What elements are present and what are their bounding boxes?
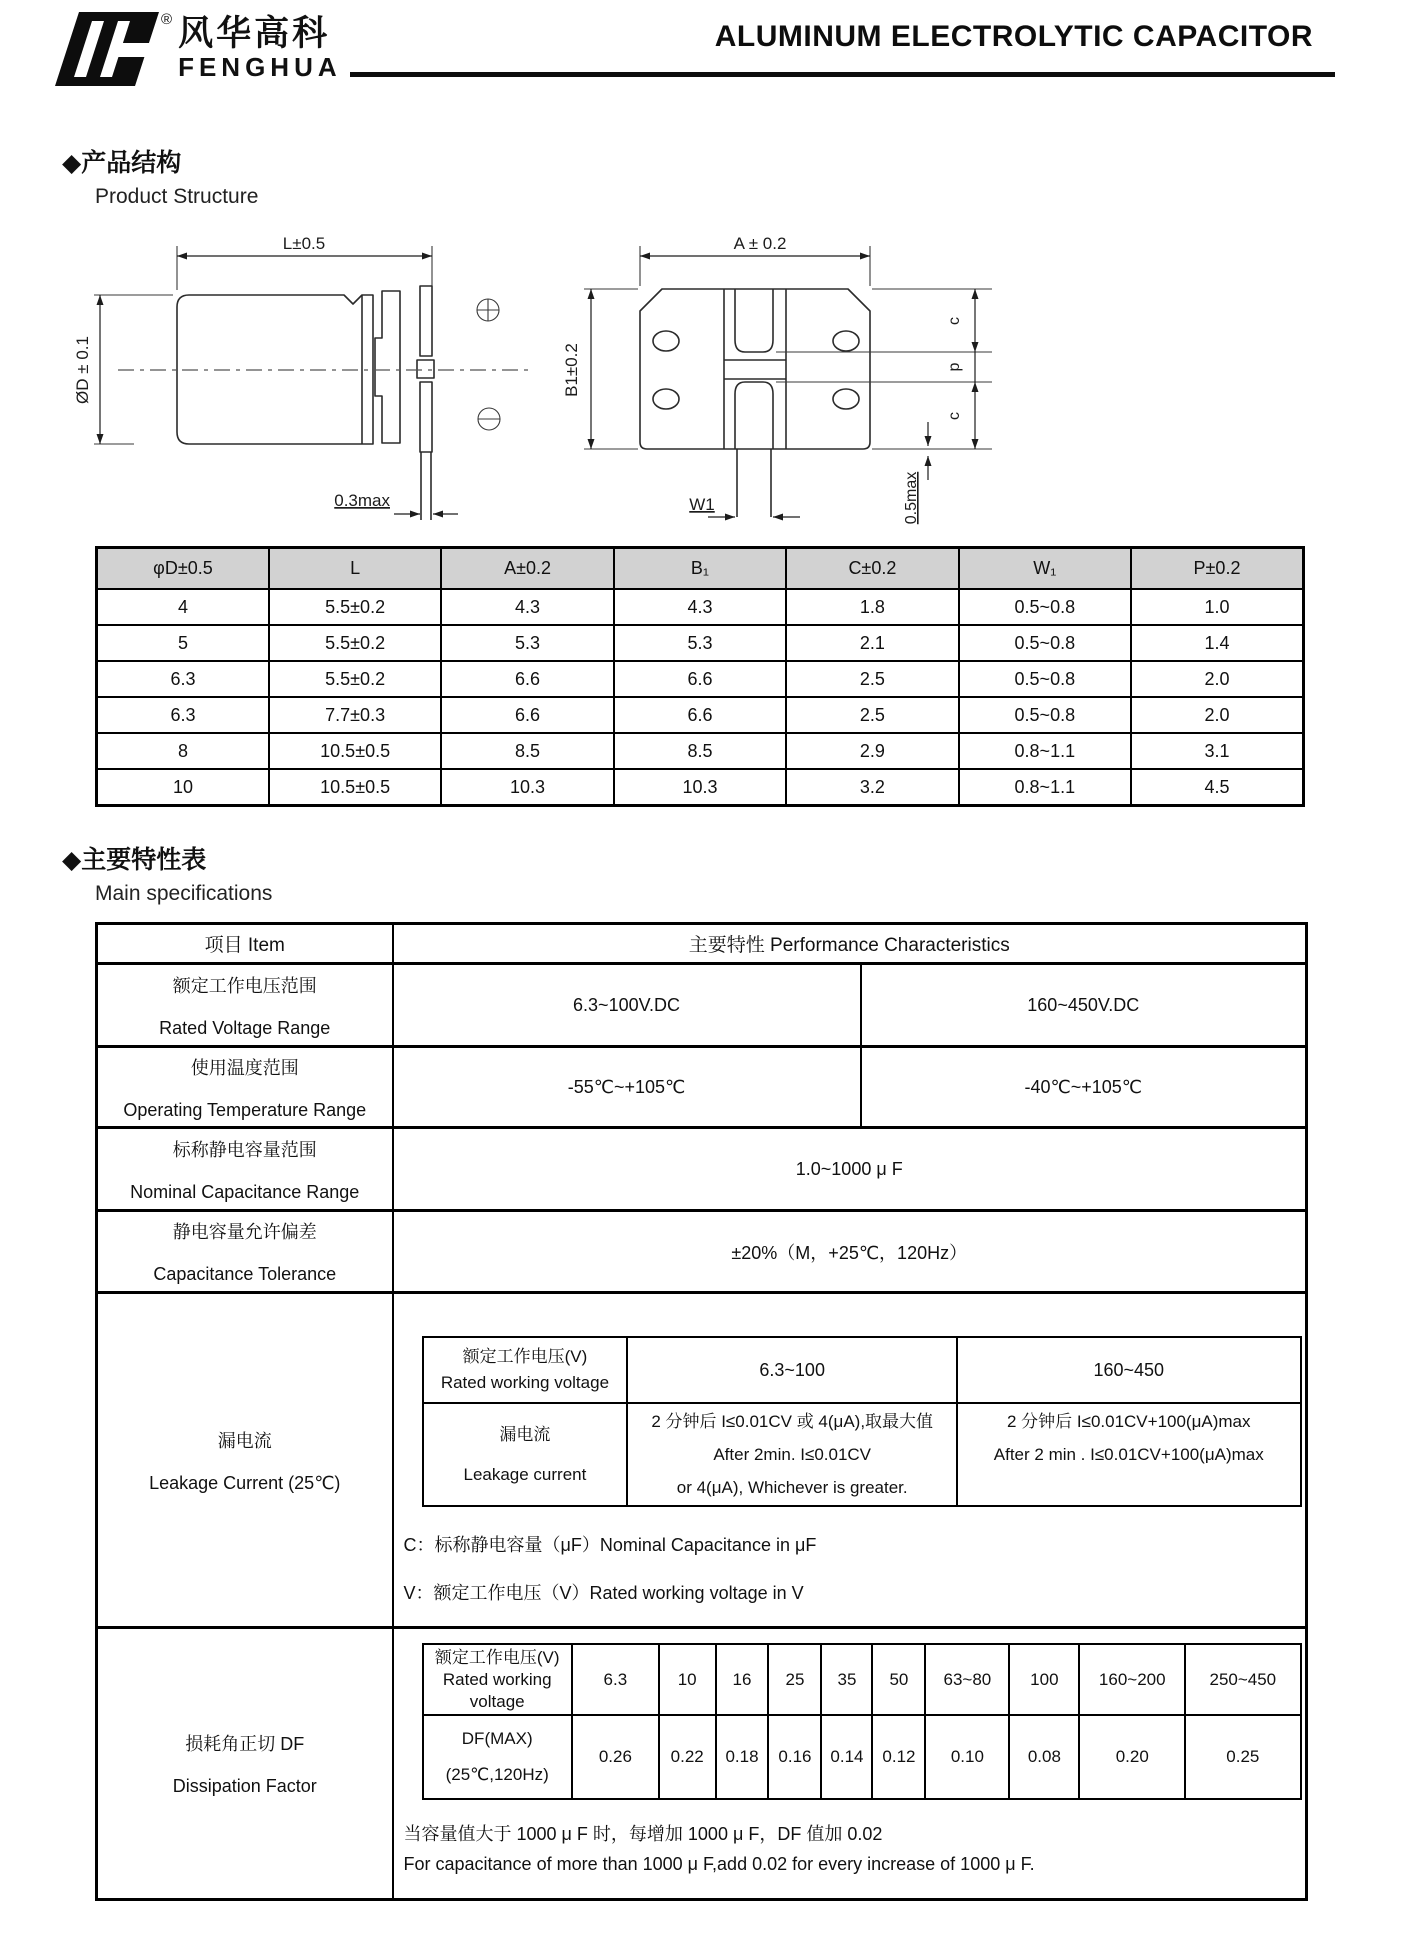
df-row-label-line: (25℃,120Hz): [445, 1765, 549, 1784]
dim-label-D: ØD ± 0.1: [73, 336, 92, 404]
rated-voltage-low: 6.3~100V.DC: [393, 964, 861, 1047]
leakage-spec-line: After 2min. I≤0.01CV: [713, 1445, 872, 1464]
dim-label-standoff: 0.5max: [903, 471, 920, 525]
df-value-cell: 0.08: [1009, 1715, 1079, 1799]
dim-table-row: [97, 769, 1304, 806]
registered-mark: ®: [161, 11, 173, 28]
df-voltage-cell: 250~450: [1185, 1644, 1300, 1715]
dim-table-cell: 8.5: [441, 733, 613, 769]
leakage-voltage-header-en: Rated working voltage: [440, 1373, 610, 1392]
leakage-spec-high: [957, 1403, 1300, 1506]
dim-table-row: [97, 589, 1304, 625]
header-rule: [350, 72, 1335, 77]
dim-table-cell: 8.5: [614, 733, 786, 769]
spec-header-row: [97, 924, 1307, 964]
dim-table-header-cell: W₁: [959, 548, 1131, 590]
df-voltage-cell: 63~80: [925, 1644, 1009, 1715]
dim-table-cell: 8: [97, 733, 269, 769]
leakage-col-high: 160~450: [957, 1337, 1300, 1403]
temperature-label-zh: 使用温度范围: [190, 1057, 299, 1078]
leakage-inner-table: [422, 1336, 1302, 1507]
product-structure-drawing: [60, 190, 1070, 540]
leakage-spec-line: or 4(μA), Whichever is greater.: [676, 1478, 908, 1497]
spec-row-capacitance-range: [97, 1128, 1307, 1211]
leakage-spec-line: 2 分钟后 I≤0.01CV+100(μA)max: [1006, 1412, 1251, 1431]
df-value-row: [423, 1715, 1301, 1799]
tolerance-label-en: Capacitance Tolerance: [153, 1264, 337, 1284]
df-value-cell: 0.16: [768, 1715, 821, 1799]
dim-table-cell: 10.3: [441, 769, 613, 806]
dim-table-cell: 4.3: [614, 589, 786, 625]
dim-table-cell: 6.3: [97, 661, 269, 697]
dim-label-L: L±0.5: [282, 234, 326, 253]
dim-table-row: [97, 625, 1304, 661]
df-value-cell: 0.22: [659, 1715, 716, 1799]
df-voltage-cell: 6.3: [572, 1644, 659, 1715]
dim-table-cell: 6.6: [441, 661, 613, 697]
dim-table-cell: 2.0: [1131, 661, 1303, 697]
section-main-specifications-zh: ◆主要特性表: [62, 846, 207, 874]
df-voltage-cell: 25: [768, 1644, 821, 1715]
df-value-cell: 0.12: [872, 1715, 925, 1799]
leakage-row-label-zh: 漏电流: [499, 1424, 551, 1444]
df-voltage-cell: 16: [716, 1644, 769, 1715]
dim-table-cell: 4: [97, 589, 269, 625]
dim-table-row: [97, 697, 1304, 733]
df-label-zh: 损耗角正切 DF: [185, 1734, 305, 1754]
df-value-cell: 0.26: [572, 1715, 659, 1799]
leakage-note-v: V：额定工作电压（V）Rated working voltage in V: [403, 1583, 804, 1603]
fenghua-logo-icon: [55, 12, 159, 86]
dim-table-cell: 0.5~0.8: [959, 697, 1131, 733]
dim-table-row: [97, 661, 1304, 697]
df-voltage-cell: 10: [659, 1644, 716, 1715]
dim-table-cell: 1.8: [786, 589, 958, 625]
dim-table-cell: 1.0: [1131, 589, 1303, 625]
dim-table-header-cell: B₁: [614, 548, 786, 590]
df-row-label-line: DF(MAX): [461, 1729, 533, 1748]
dim-table-cell: 6.6: [614, 661, 786, 697]
df-value-cell: 0.20: [1079, 1715, 1185, 1799]
spec-header-performance: 主要特性 Performance Characteristics: [393, 924, 1307, 964]
temperature-high: -40℃~+105℃: [861, 1047, 1307, 1128]
capacitance-range-label-en: Nominal Capacitance Range: [130, 1181, 360, 1202]
dim-table-cell: 0.8~1.1: [959, 769, 1131, 806]
df-voltage-header: [423, 1644, 572, 1715]
dim-table-header-cell: P±0.2: [1131, 548, 1303, 590]
dim-label-B1: B1±0.2: [562, 343, 581, 397]
main-specifications-table: [95, 922, 1308, 1901]
spec-row-dissipation-factor: [97, 1628, 1307, 1900]
leakage-note-c: C：标称静电容量（μF）Nominal Capacitance in μF: [403, 1535, 817, 1555]
spec-row-rated-voltage: [97, 964, 1307, 1047]
dim-table-cell: 5: [97, 625, 269, 661]
positive-polarity-icon: [477, 299, 499, 321]
capacitance-range-value: 1.0~1000 μ F: [393, 1128, 1307, 1211]
negative-polarity-icon: [478, 408, 500, 430]
df-row-label: [423, 1715, 572, 1799]
df-value-cell: 0.25: [1185, 1715, 1300, 1799]
dim-table-cell: 5.3: [614, 625, 786, 661]
page-title: ALUMINUM ELECTROLYTIC CAPACITOR: [714, 20, 1313, 53]
bottom-view: [562, 234, 992, 524]
df-note-en: For capacitance of more than 1000 μ F,add 0.02 for every increase of 1000 μ F.: [403, 1854, 1035, 1874]
dim-table-row: [97, 733, 1304, 769]
dim-table-header-cell: φD±0.5: [97, 548, 269, 590]
logo-text-en: FENGHUA: [178, 51, 342, 82]
df-voltage-cell: 50: [872, 1644, 925, 1715]
leakage-inner-value-row: [423, 1403, 1301, 1506]
df-value-cell: 0.14: [821, 1715, 872, 1799]
dim-table-cell: 2.9: [786, 733, 958, 769]
dim-label-c-bottom: c: [946, 412, 963, 420]
df-voltage-header-line: voltage: [469, 1691, 525, 1711]
spec-row-temperature: [97, 1047, 1307, 1128]
dim-table-cell: 2.5: [786, 661, 958, 697]
dim-table-cell: 5.5±0.2: [269, 661, 441, 697]
leakage-row-label-en: Leakage current: [463, 1464, 587, 1484]
dim-table-cell: 7.7±0.3: [269, 697, 441, 733]
dimension-table: [95, 546, 1305, 807]
dim-label-lead-thickness: 0.3max: [334, 491, 390, 510]
leakage-spec-low: [627, 1403, 957, 1506]
dim-table-cell: 6.6: [614, 697, 786, 733]
leakage-label-en: Leakage Current (25℃): [149, 1472, 341, 1493]
dim-table-cell: 10: [97, 769, 269, 806]
df-value-cell: 0.18: [716, 1715, 769, 1799]
dim-table-cell: 5.3: [441, 625, 613, 661]
df-inner-table: [422, 1643, 1302, 1800]
side-view: [73, 234, 530, 520]
spec-header-item: 项目 Item: [97, 924, 393, 964]
dim-table-cell: 2.5: [786, 697, 958, 733]
dim-label-c-top: c: [946, 317, 963, 325]
df-voltage-header-line: Rated working: [442, 1669, 552, 1689]
df-header-row: [423, 1644, 1301, 1715]
dim-table-cell: 6.6: [441, 697, 613, 733]
df-label-en: Dissipation Factor: [172, 1776, 317, 1796]
dim-table-cell: 2.1: [786, 625, 958, 661]
df-voltage-cell: 160~200: [1079, 1644, 1185, 1715]
dim-table-cell: 4.5: [1131, 769, 1303, 806]
df-note-zh: 当容量值大于 1000 μ F 时，每增加 1000 μ F，DF 值加 0.02: [403, 1824, 883, 1844]
df-value-cell: 0.10: [925, 1715, 1009, 1799]
temperature-low: -55℃~+105℃: [393, 1047, 861, 1128]
dim-table-cell: 0.5~0.8: [959, 625, 1131, 661]
df-voltage-cell: 35: [821, 1644, 872, 1715]
spec-row-leakage-current: [97, 1293, 1307, 1628]
tolerance-label-zh: 静电容量允许偏差: [172, 1222, 317, 1242]
dim-table-cell: 10.5±0.5: [269, 769, 441, 806]
fenghua-logo: [55, 12, 342, 86]
leakage-spec-line: After 2 min . I≤0.01CV+100(μA)max: [993, 1445, 1264, 1464]
leakage-inner-header-row: [423, 1337, 1301, 1403]
temperature-label-en: Operating Temperature Range: [123, 1099, 367, 1120]
dim-table-cell: 0.5~0.8: [959, 661, 1131, 697]
dim-table-header-cell: L: [269, 548, 441, 590]
leakage-voltage-header-zh: 额定工作电压(V): [462, 1347, 588, 1366]
dim-table-cell: 6.3: [97, 697, 269, 733]
tolerance-value: ±20%（M，+25℃，120Hz）: [393, 1211, 1307, 1293]
capacitance-range-label-zh: 标称静电容量范围: [172, 1139, 317, 1160]
rated-voltage-label-zh: 额定工作电压范围: [172, 975, 317, 996]
dim-label-A: A ± 0.2: [733, 234, 787, 253]
dim-table-header-cell: A±0.2: [441, 548, 613, 590]
rated-voltage-high: 160~450V.DC: [861, 964, 1307, 1047]
logo-text-zh: 风华高科: [178, 14, 331, 53]
dim-table-cell: 5.5±0.2: [269, 589, 441, 625]
df-voltage-header-line: 额定工作电压(V): [434, 1647, 560, 1667]
leakage-spec-line: 2 分钟后 I≤0.01CV 或 4(μA),取最大值: [651, 1412, 934, 1431]
leakage-label-zh: 漏电流: [217, 1430, 272, 1451]
leakage-col-low: 6.3~100: [627, 1337, 957, 1403]
dim-table-cell: 0.8~1.1: [959, 733, 1131, 769]
rated-voltage-label-en: Rated Voltage Range: [159, 1017, 331, 1038]
dim-table-cell: 10.5±0.5: [269, 733, 441, 769]
section-product-structure-en: Product Structure: [95, 185, 259, 208]
dim-table-cell: 10.3: [614, 769, 786, 806]
dim-table-cell: 1.4: [1131, 625, 1303, 661]
dim-label-p: p: [946, 362, 963, 372]
spec-row-tolerance: [97, 1211, 1307, 1293]
dim-table-cell: 3.1: [1131, 733, 1303, 769]
dim-table-cell: 4.3: [441, 589, 613, 625]
dim-table-cell: 2.0: [1131, 697, 1303, 733]
section-main-specifications-en: Main specifications: [95, 882, 273, 905]
dim-table-cell: 5.5±0.2: [269, 625, 441, 661]
dim-table-cell: 0.5~0.8: [959, 589, 1131, 625]
df-voltage-cell: 100: [1009, 1644, 1079, 1715]
dim-table-cell: 3.2: [786, 769, 958, 806]
dim-label-W1: W1: [689, 495, 715, 514]
section-product-structure-zh: ◆产品结构: [62, 149, 182, 177]
dimension-table-header-row: [97, 548, 1304, 590]
dim-table-header-cell: C±0.2: [786, 548, 958, 590]
